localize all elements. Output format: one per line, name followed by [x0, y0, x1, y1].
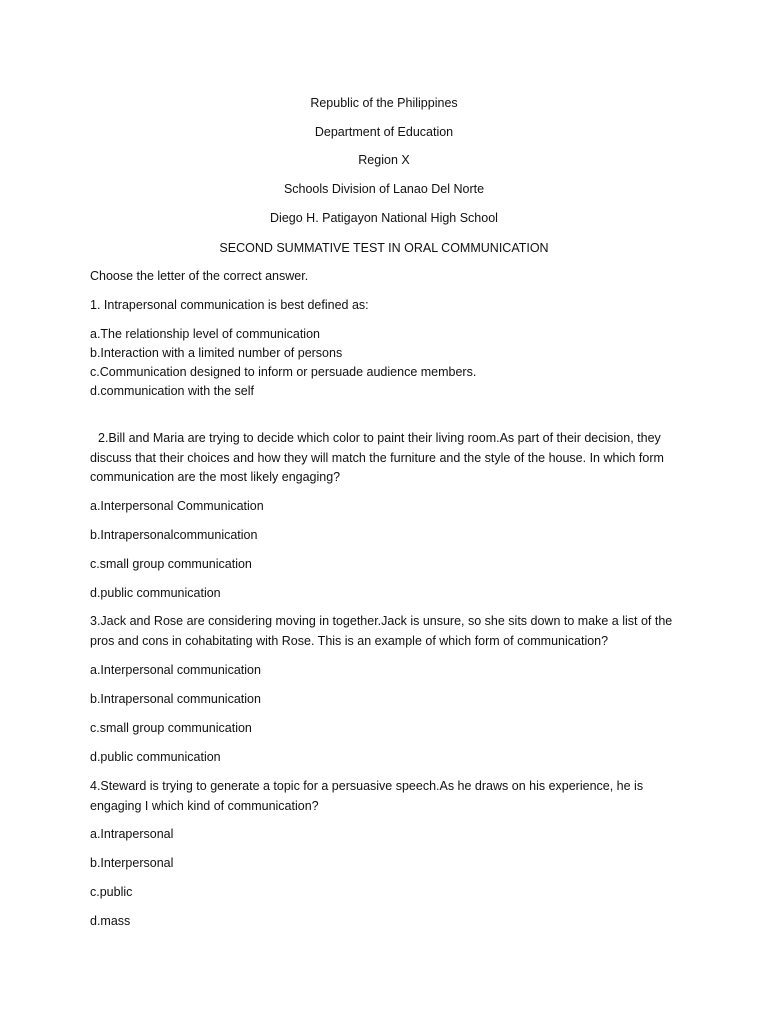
question-4-option-d: d.mass	[90, 914, 131, 928]
question-2-option-a: a.Interpersonal Communication	[90, 499, 264, 513]
question-2-option-c: c.small group communication	[90, 557, 252, 571]
question-1-option-a: a.The relationship level of communication	[90, 327, 320, 341]
question-4-option-b: b.Interpersonal	[90, 856, 174, 870]
question-1-option-b: b.Interaction with a limited number of persons	[90, 346, 343, 360]
question-2-option-b: b.Intrapersonalcommunication	[90, 528, 258, 542]
instruction: Choose the letter of the correct answer.	[90, 269, 309, 283]
header-school: Diego H. Patigayon National High School	[270, 211, 498, 225]
question-1-options	[90, 325, 690, 401]
question-3-option-d: d.public communication	[90, 750, 221, 764]
question-2-option-d: d.public communication	[90, 586, 221, 600]
question-3-option-c: c.small group communication	[90, 721, 252, 735]
header-department: Department of Education	[314, 125, 454, 139]
question-4-option-a: a.Intrapersonal	[90, 827, 174, 841]
question-2-text: 2.Bill and Maria are trying to decide which color to paint their living room.As part of their decision, they discuss that their choices and how they will match the furniture and the style of the house. In which form communication are the most likely engaging?	[90, 431, 664, 484]
header-division: Schools Division of Lanao Del Norte	[283, 182, 485, 196]
question-1-option-c: c.Communication designed to inform or persuade audience members.	[90, 365, 477, 379]
question-1-option-d: d.communication with the self	[90, 384, 254, 398]
header-republic: Republic of the Philippines	[310, 96, 458, 110]
question-1-text: 1. Intrapersonal communication is best defined as:	[90, 298, 369, 312]
question-4-text: 4.Steward is trying to generate a topic for a persuasive speech.As he draws on his experience, he is engaging I which kind of communication?	[90, 779, 644, 813]
header-region: Region X	[358, 153, 410, 167]
test-title: SECOND SUMMATIVE TEST IN ORAL COMMUNICATION	[219, 241, 549, 255]
question-3-option-a: a.Interpersonal communication	[90, 663, 261, 677]
question-3-text: 3.Jack and Rose are considering moving in together.Jack is unsure, so she sits down to make a list of the pros and cons in cohabitating with Rose. This is an example of which form of communication?	[90, 614, 673, 648]
question-3-option-b: b.Intrapersonal communication	[90, 692, 261, 706]
question-4-option-c: c.public	[90, 885, 133, 899]
